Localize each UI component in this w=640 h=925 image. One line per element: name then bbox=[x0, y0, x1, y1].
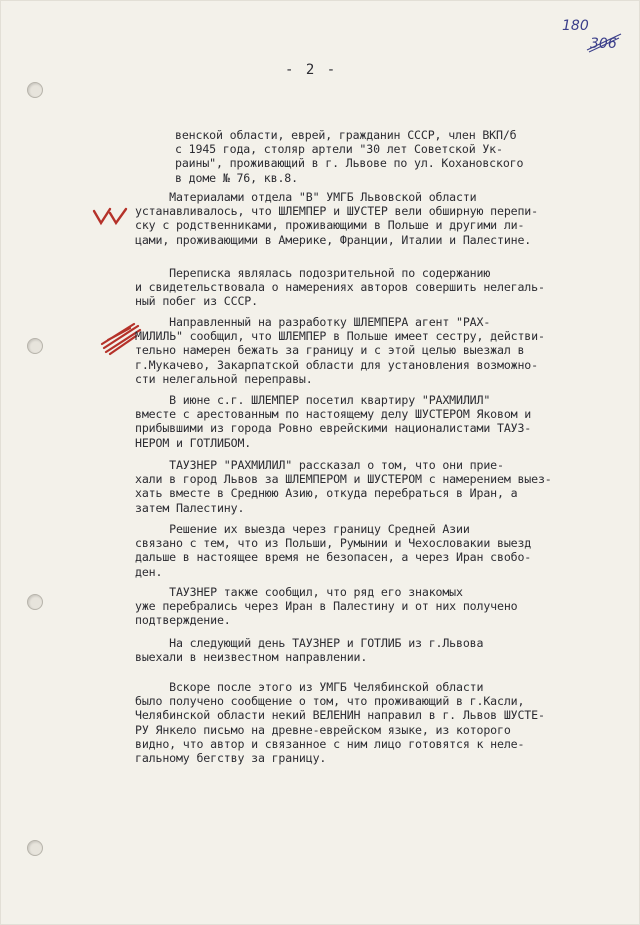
text-line: ТАУЗНЕР также сообщил, что ряд его знакомых bbox=[135, 585, 463, 599]
text-line: сти нелегальной переправы. bbox=[135, 371, 313, 386]
text-line: хали в город Львов за ШЛЕМПЕРОМ и ШУСТЕРОМ с намерением выез- bbox=[135, 472, 552, 487]
text-line: вместе с арестованным по настоящему делу ШУСТЕРОМ Яковом и bbox=[135, 407, 532, 422]
text-line: устанавливалось, что ШЛЕМПЕР и ШУСТЕР вели обширную перепи- bbox=[135, 204, 538, 219]
page-number: - 2 - bbox=[285, 62, 338, 78]
text-line: связано с тем, что из Польши, Румынии и Чехословакии выезд bbox=[135, 536, 532, 551]
punch-hole bbox=[27, 594, 43, 610]
text-line: ден. bbox=[135, 564, 163, 579]
text-line: Вскоре после этого из УМГБ Челябинской области bbox=[135, 680, 484, 694]
text-line: затем Палестину. bbox=[135, 500, 245, 515]
text-line: На следующий день ТАУЗНЕР и ГОТЛИБ из г.Львова bbox=[135, 636, 484, 650]
text-line: с 1945 года, столяр артели "30 лет Советской Ук- bbox=[175, 142, 503, 157]
archive-number: 180 bbox=[562, 18, 589, 34]
text-line: МИЛИЛЬ" сообщил, что ШЛЕМПЕР в Польше имеет сестру, действи- bbox=[135, 329, 545, 344]
text-line: было получено сообщение о том, что проживающий в г.Касли, bbox=[135, 694, 525, 709]
text-line: цами, проживающими в Америке, Франции, Италии и Палестине. bbox=[135, 232, 532, 247]
text-line: дальше в настоящее время не безопасен, а через Иран свобо- bbox=[135, 550, 532, 565]
strikethrough-mark bbox=[585, 30, 623, 54]
text-line: в доме № 76, кв.8. bbox=[175, 170, 298, 185]
red-check-marks bbox=[92, 205, 132, 227]
text-line: хать вместе в Среднюю Азию, откуда перебраться в Иран, а bbox=[135, 486, 518, 501]
text-line: В июне с.г. ШЛЕМПЕР посетил квартиру "РАХМИЛИЛ" bbox=[135, 393, 491, 407]
text-line: Материалами отдела "В" УМГБ Львовской области bbox=[135, 190, 477, 204]
text-line: видно, что автор и связанное с ним лицо готовятся к неле- bbox=[135, 736, 525, 751]
text-line: выехали в неизвестном направлении. bbox=[135, 650, 368, 665]
text-line: уже перебрались через Иран в Палестину и от них получено bbox=[135, 599, 518, 614]
text-line: Переписка являлась подозрительной по содержанию bbox=[135, 266, 491, 280]
text-line: и свидетельствовала о намерениях авторов совершить нелегаль- bbox=[135, 280, 545, 295]
text-line: Челябинской области некий ВЕЛЕНИН направил в г. Львов ШУСТЕ- bbox=[135, 708, 545, 723]
text-line: Направленный на разработку ШЛЕМПЕРА агент "РАХ- bbox=[135, 315, 491, 329]
text-line: ТАУЗНЕР "РАХМИЛИЛ" рассказал о том, что они прие- bbox=[135, 458, 504, 472]
text-line: НЕРОМ и ГОТЛИБОМ. bbox=[135, 435, 252, 450]
punch-hole bbox=[27, 840, 43, 856]
text-line: г.Мукачево, Закарпатской области для установления возможно- bbox=[135, 357, 538, 372]
punch-hole bbox=[27, 338, 43, 354]
text-line: раины", проживающий в г. Львове по ул. Кохановского bbox=[175, 156, 524, 171]
punch-hole bbox=[27, 82, 43, 98]
text-line: РУ Янкело письмо на древне-еврейском языке, из которого bbox=[135, 722, 511, 737]
text-line: венской области, еврей, гражданин СССР, член ВКП/б bbox=[175, 128, 517, 142]
text-line: тельно намерен бежать за границу и с этой целью выезжал в bbox=[135, 343, 525, 358]
text-line: ный побег из СССР. bbox=[135, 294, 258, 309]
text-line: гальному бегству за границу. bbox=[135, 751, 327, 765]
text-line: подтверждение. bbox=[135, 613, 231, 628]
archive-number-old: 306 bbox=[590, 36, 617, 52]
text-line: Решение их выезда через границу Средней Азии bbox=[135, 522, 470, 536]
text-line: ску с родственниками, проживающими в Польше и другими ли- bbox=[135, 218, 525, 233]
text-line: прибывшими из города Ровно еврейскими националистами ТАУЗ- bbox=[135, 421, 532, 436]
